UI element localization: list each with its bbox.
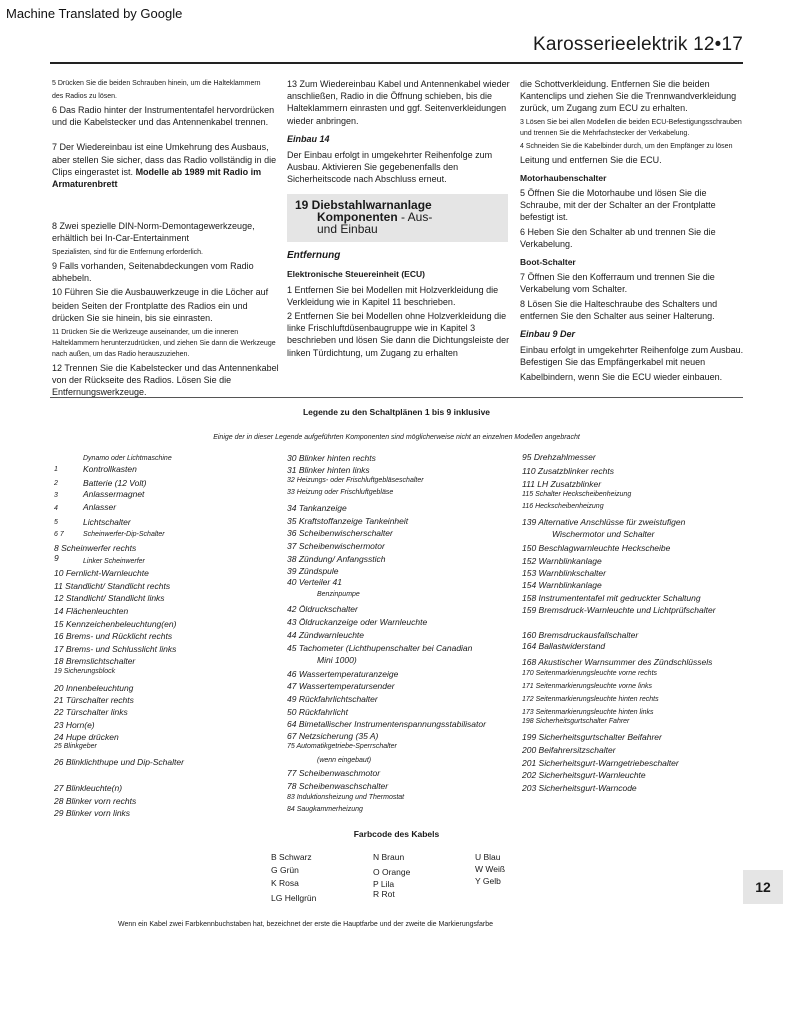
legend-entry: 14 Flächenleuchten xyxy=(54,606,129,616)
legend-entry: 24 Hupe drücken xyxy=(54,732,119,742)
colour-code-entry: G Grün xyxy=(271,865,299,875)
legend-entry: 198 Sicherheitsgurtschalter Fahrer xyxy=(522,718,630,725)
legend-entry: 173 Seitenmarkierungsleuchte hinten links xyxy=(522,709,654,716)
paragraph: 10 Führen Sie die Ausbauwerkzeuge in die Löcher auf xyxy=(52,287,269,298)
subheading: Einbau 14 xyxy=(287,133,330,144)
subheading: Motorhaubenschalter xyxy=(520,172,607,183)
legend-entry: Scheinwerfer-Dip-Schalter xyxy=(83,531,165,538)
legend-entry: 3 xyxy=(54,492,58,499)
legend-entry: 168 Akustischer Warnsummer des Zündschlüssels xyxy=(522,657,713,667)
legend-title: Legende zu den Schaltplänen 1 bis 9 inklusive xyxy=(302,407,491,417)
legend-entry: 15 Kennzeichenbeleuchtung(en) xyxy=(54,619,177,629)
legend-entry: 1 xyxy=(54,466,58,473)
paragraph: Leitung und entfernen Sie die ECU. xyxy=(520,154,662,165)
legend-entry: 38 Zündung/ Anfangsstich xyxy=(287,554,386,564)
paragraph: 6 Heben Sie den Schalter ab und trennen Sie die Verkabelung. xyxy=(520,226,716,249)
paragraph: 11 Drücken Sie die Werkzeuge auseinander, um die inneren Halteklammern herunterzudrücken, und ziehen Sie dann die Werkzeuge nach außen, um das Radio herauszuziehen. xyxy=(52,328,276,358)
paragraph: 12 Trennen Sie die Kabelstecker und das Antennenkabel von der Rückseite des Radios. Lösen Sie die Entfernungswerkzeuge. xyxy=(52,362,279,398)
legend-entry: 158 Instrumententafel mit gedruckter Schaltung xyxy=(522,593,701,603)
legend-entry: Anlasser xyxy=(83,502,117,512)
legend-entry: 32 Heizungs- oder Frischluftgebläseschalter xyxy=(287,477,424,484)
legend-entry: 160 Bremsdruckausfallschalter xyxy=(522,630,639,640)
paragraph: 4 Schneiden Sie die Kabelbinder durch, um den Empfänger zu lösen xyxy=(520,142,733,150)
legend-entry: 45 Tachometer (Lichthupenschalter bei Canadian xyxy=(287,643,473,653)
section-heading-box xyxy=(287,194,508,243)
legend-entry: 27 Blinkleuchte(n) xyxy=(54,783,123,793)
legend-entry: 33 Heizung oder Frischluftgebläse xyxy=(287,489,394,496)
legend-entry: 37 Scheibenwischermotor xyxy=(287,541,385,551)
legend-entry: 35 Kraftstoffanzeige Tankeinheit xyxy=(287,516,409,526)
paragraph: 2 Entfernen Sie bei Modellen ohne Holzverkleidung die linke Frischluftdüsenbaugruppe wie in Kapitel 3 beschrieben und lösen Sie dann die Dichtungsleiste der linken Türdichtung, um Zugang zu erhalten xyxy=(287,311,510,358)
paragraph: 1 Entfernen Sie bei Modellen mit Holzverkleidung die Verkleidung wie in Kapitel 11 beschrieben. xyxy=(287,284,499,307)
colour-code-entry: O Orange xyxy=(373,867,411,877)
subheading: Entfernung xyxy=(287,250,341,262)
legend-entry: 83 Induktionsheizung und Thermostat xyxy=(287,794,405,801)
legend-entry: 44 Zündwarnleuchte xyxy=(287,630,365,640)
legend-entry: 18 Bremslichtschalter xyxy=(54,656,136,666)
legend-entry: 203 Sicherheitsgurt-Warncode xyxy=(522,783,637,793)
colour-code-entry: K Rosa xyxy=(271,878,299,888)
subheading: Einbau 9 Der xyxy=(520,329,576,340)
legend-entry: 17 Brems- und Schlusslicht links xyxy=(54,644,177,654)
legend-entry: 4 xyxy=(54,505,58,512)
subheading: Boot-Schalter xyxy=(520,257,576,268)
legend-entry: 67 Netzsicherung (35 A) xyxy=(287,731,379,741)
text-column-1 xyxy=(52,78,280,400)
paragraph: 5 Drücken Sie die beiden Schrauben hinein, um die Halteklammern xyxy=(52,80,261,87)
legend-entry: 26 Blinklichthupe und Dip-Schalter xyxy=(54,757,184,767)
colour-code-title: Farbcode des Kabels xyxy=(353,829,440,839)
paragraph: 8 Lösen Sie die Halteschraube des Schalters und entfernen Sie den Schalter aus seiner Halterung. xyxy=(520,298,718,321)
legend-entry: 2 xyxy=(54,480,58,487)
translation-banner: Machine Translated by Google xyxy=(6,6,183,21)
legend-entry: 159 Bremsdruck-Warnleuchte und Lichtprüfschalter xyxy=(522,605,716,615)
paragraph: 5 Öffnen Sie die Motorhaube und lösen Sie die Schraube, mit der der Schalter an der Frontplatte befestigt ist. xyxy=(520,188,716,223)
legend-entry: 164 Ballastwiderstand xyxy=(522,641,606,651)
paragraph: 9 Falls vorhanden, Seitenabdeckungen vom Radio abhebeln. xyxy=(52,260,254,283)
colour-code-entry: Y Gelb xyxy=(475,876,501,886)
header-rule xyxy=(50,62,743,64)
legend-entry: 78 Scheibenwaschschalter xyxy=(287,781,389,791)
legend-entry: 31 Blinker hinten links xyxy=(287,465,370,475)
legend-entry: 10 Fernlicht-Warnleuchte xyxy=(54,568,149,578)
legend-entry: 5 xyxy=(54,519,58,526)
legend-entry: 47 Wassertemperatursender xyxy=(287,681,395,691)
legend-entry: 25 Blinkgeber xyxy=(54,743,97,750)
legend-entry: 11 Standlicht/ Standlicht rechts xyxy=(54,581,171,591)
legend-rule xyxy=(50,397,743,398)
legend-entry: 21 Türschalter rechts xyxy=(54,695,134,705)
legend-entry: 46 Wassertemperaturanzeige xyxy=(287,669,399,679)
legend-entry: Dynamo oder Lichtmaschine xyxy=(83,455,172,462)
legend-entry: 116 Heckscheibenheizung xyxy=(522,503,604,510)
legend-entry: Linker Scheinwerfer xyxy=(83,558,145,565)
footnote: Wenn ein Kabel zwei Farbkennbuchstaben hat, bezeichnet der erste die Hauptfarbe und der zweite die Markierungsfarbe xyxy=(118,921,493,928)
legend-entry: 202 Sicherheitsgurt-Warnleuchte xyxy=(522,770,646,780)
colour-code-entry: LG Hellgrün xyxy=(271,893,317,903)
paragraph: 13 Zum Wiedereinbau Kabel und Antennenkabel wieder anschließen, Radio in die Öffnung schieben, bis die Halteklammern einrasten und ggf. Seitenverkleidungen wieder anbringen. xyxy=(287,79,510,126)
legend-entry: 6 7 xyxy=(54,531,64,538)
section-title-line2: Komponenten - Aus- xyxy=(317,209,433,224)
colour-code-entry: N Braun xyxy=(373,852,405,862)
legend-entry: 95 Drehzahlmesser xyxy=(522,452,596,462)
legend-entry: 111 LH Zusatzblinker xyxy=(522,479,602,489)
legend-entry: 77 Scheibenwaschmotor xyxy=(287,768,381,778)
legend-entry: Mini 1000) xyxy=(317,655,357,665)
legend-entry: 8 Scheinwerfer rechts xyxy=(54,543,137,553)
legend-entry: 152 Warnblinkanlage xyxy=(522,556,602,566)
legend-entry: 199 Sicherheitsgurtschalter Beifahrer xyxy=(522,732,662,742)
paragraph: 6 Das Radio hinter der Instrumententafel hervordrücken und die Kabelstecker und das Antennenkabel trennen. xyxy=(52,105,275,128)
paragraph: Der Einbau erfolgt in umgekehrter Reihenfolge zum Ausbau. Aktivieren Sie gegebenenfalls den Sicherheitscode nach Abschluss erneut. xyxy=(287,150,493,185)
paragraph: 7 Öffnen Sie den Kofferraum und trennen Sie die Verkabelung vom Schalter. xyxy=(520,272,715,295)
legend-entry: 172 Seitenmarkierungsleuchte hinten rechts xyxy=(522,696,659,703)
legend-entry: Anlassermagnet xyxy=(83,489,145,499)
paragraph: 8 Zwei spezielle DIN-Norm-Demontagewerkzeuge, erhältlich bei In-Car-Entertainment xyxy=(52,221,255,244)
legend-entry: 84 Saugkammerheizung xyxy=(287,806,363,813)
legend-entry: 20 Innenbeleuchtung xyxy=(54,683,134,693)
text-column-3 xyxy=(520,78,745,385)
legend-entry: Benzinpumpe xyxy=(317,591,360,598)
legend-entry: 201 Sicherheitsgurt-Warngetriebeschalter xyxy=(522,758,679,768)
legend-entry: 171 Seitenmarkierungsleuchte vorne links xyxy=(522,683,652,690)
legend-entry: 150 Beschlagwarnleuchte Heckscheibe xyxy=(522,543,671,553)
legend-entry: 64 Bimetallischer Instrumentenspannungsstabilisator xyxy=(287,719,486,729)
legend-entry: (wenn eingebaut) xyxy=(317,757,372,764)
page-title: Karosserieelektrik 12•17 xyxy=(533,34,743,55)
legend-entry: 12 Standlicht/ Standlicht links xyxy=(54,593,165,603)
text-column-2 xyxy=(287,78,511,361)
legend-entry: 28 Blinker vorn rechts xyxy=(54,796,137,806)
paragraph: des Radios zu lösen. xyxy=(52,93,117,100)
legend-entry: 43 Öldruckanzeige oder Warnleuchte xyxy=(287,617,428,627)
legend-entry: Kontrollkasten xyxy=(83,464,137,474)
paragraph: Spezialisten, sind für die Entfernung erforderlich. xyxy=(52,248,203,256)
paragraph: beiden Seiten der Frontplatte des Radios ein und drücken Sie sie hinein, bis sie einrasten. xyxy=(52,301,248,324)
legend-entry: 16 Brems- und Rücklicht rechts xyxy=(54,631,173,641)
legend-entry: 75 Automatikgetriebe-Sperrschalter xyxy=(287,743,397,750)
subheading: Elektronische Steuereinheit (ECU) xyxy=(287,269,425,280)
legend-entry: 39 Zündspule xyxy=(287,566,339,576)
legend-entry: 29 Blinker vorn links xyxy=(54,808,131,818)
legend-entry: Wischermotor und Schalter xyxy=(552,529,655,539)
paragraph: die Schottverkleidung. Entfernen Sie die beiden Kantenclips und ziehen Sie die Trennwandverkleidung zurück, um Zugang zum ECU zu erhalten. xyxy=(520,79,737,114)
legend-entry: 19 Sicherungsblock xyxy=(54,668,116,675)
legend-entry: 154 Warnblinkanlage xyxy=(522,580,602,590)
legend-entry: 9 xyxy=(54,553,59,563)
chapter-tab: 12 xyxy=(743,870,783,904)
legend-entry: 22 Türschalter links xyxy=(54,707,128,717)
legend-entry: 23 Horn(e) xyxy=(54,720,95,730)
legend-entry: 50 Rückfahrlicht xyxy=(287,707,348,717)
legend-entry: 40 Verteiler 41 xyxy=(287,577,342,587)
legend-note: Einige der in dieser Legende aufgeführten Komponenten sind möglicherweise nicht an einzelnen Modellen angebracht xyxy=(213,434,580,441)
paragraph: Einbau erfolgt in umgekehrter Reihenfolge zum Ausbau. Befestigen Sie das Empfängerkabel mit neuen xyxy=(520,345,744,368)
colour-code-entry: R Rot xyxy=(373,889,395,899)
paragraph xyxy=(52,141,280,190)
paragraph: Kabelbindern, wenn Sie die ECU wieder einbauen. xyxy=(520,371,723,382)
legend-entry: Lichtschalter xyxy=(83,517,131,527)
legend-entry: 115 Schalter Heckscheibenheizung xyxy=(522,491,632,498)
section-title: 19 Diebstahlwarnanlage xyxy=(295,197,432,212)
paragraph: 3 Lösen Sie bei allen Modellen die beiden ECU-Befestigungsschrauben und trennen Sie die Mehrfachstecker der Verkabelung. xyxy=(520,118,742,137)
legend-entry: 34 Tankanzeige xyxy=(287,503,347,513)
section-title-line3: und Einbau xyxy=(317,222,378,237)
legend-entry: 153 Warnblinkschalter xyxy=(522,568,606,578)
subheading: Modelle ab 1989 mit Radio im Armaturenbrett xyxy=(52,166,262,190)
colour-code-entry: U Blau xyxy=(475,852,501,862)
legend-entry: 110 Zusatzblinker rechts xyxy=(522,466,614,476)
legend-entry: 49 Rückfahrlichtschalter xyxy=(287,694,378,704)
paragraph-text: 7 Der Wiedereinbau ist eine Umkehrung des Ausbaus, aber stellen Sie sicher, dass das Radio vollständig in die Clips eingerastet ist. xyxy=(52,142,277,177)
legend-entry: 170 Seitenmarkierungsleuchte vorne rechts xyxy=(522,670,658,677)
colour-code-entry: W Weiß xyxy=(475,864,506,874)
legend-entry: 42 Öldruckschalter xyxy=(287,604,358,614)
legend-entry: 30 Blinker hinten rechts xyxy=(287,453,376,463)
legend-entry: 139 Alternative Anschlüsse für zweistufigen xyxy=(522,517,686,527)
legend-entry: Batterie (12 Volt) xyxy=(83,478,147,488)
colour-code-entry: P Lila xyxy=(373,879,395,889)
legend-entry: 200 Beifahrersitzschalter xyxy=(522,745,616,755)
colour-code-entry: B Schwarz xyxy=(271,852,312,862)
legend-entry: 36 Scheibenwischerschalter xyxy=(287,528,393,538)
